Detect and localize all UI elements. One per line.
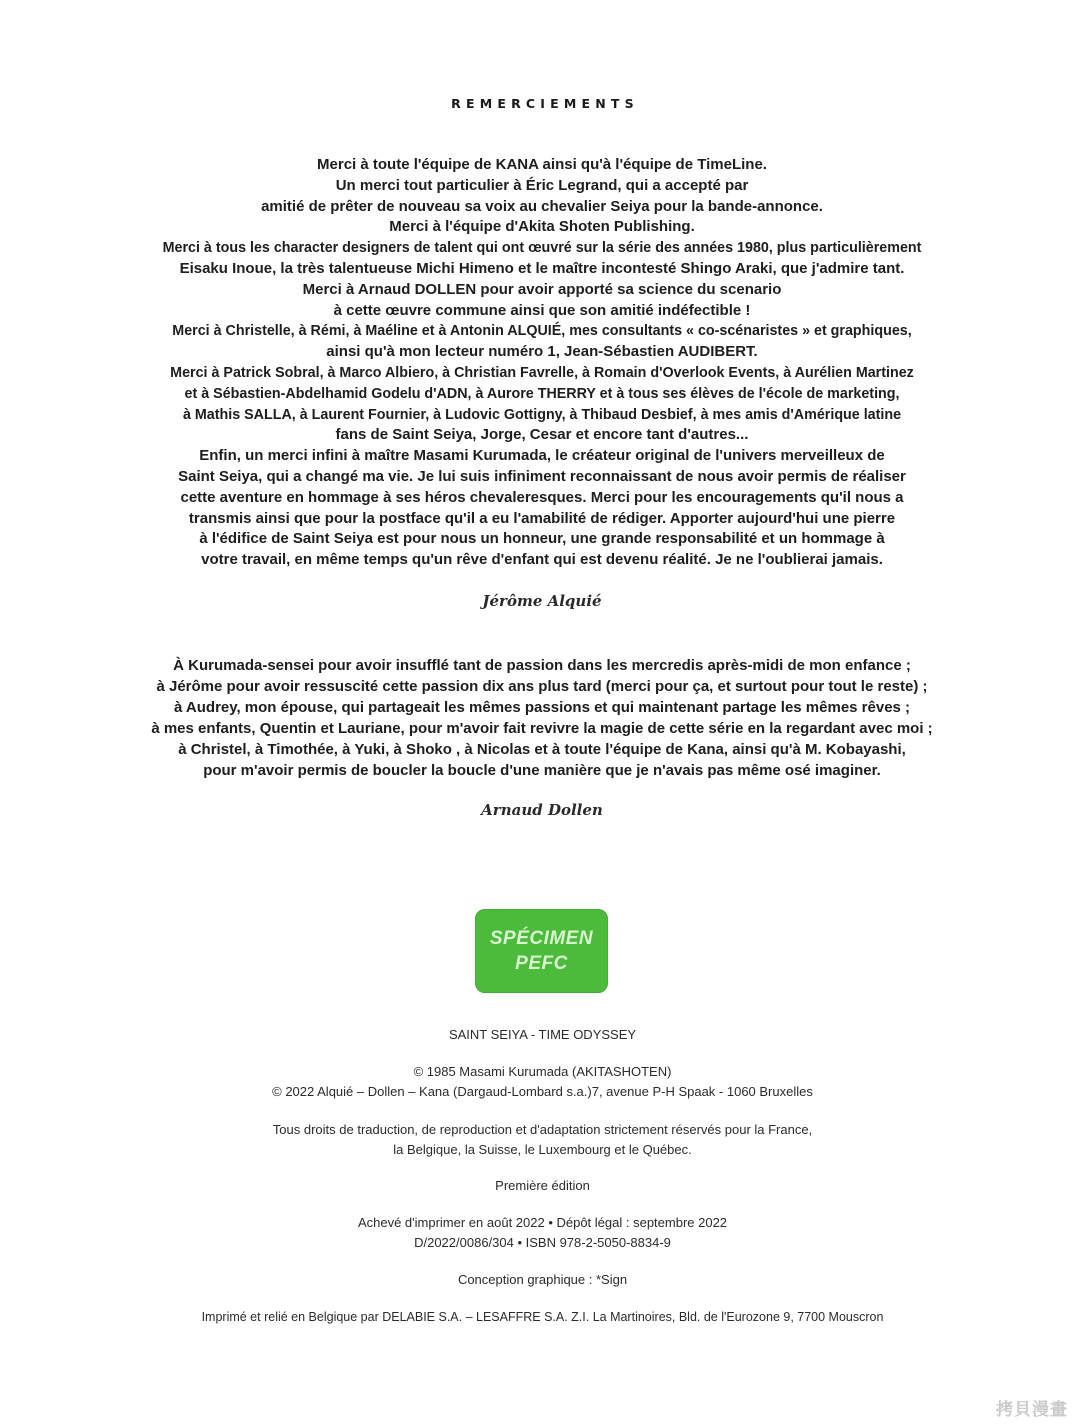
rights-line: la Belgique, la Suisse, le Luxembourg et le Québec. xyxy=(393,1141,692,1157)
text-line: Saint Seiya, qui a changé ma vie. Je lui suis infiniment reconnaissant de nous avoir permis de réaliser xyxy=(178,467,906,485)
copyright-line: © 1985 Masami Kurumada (AKITASHOTEN) xyxy=(413,1064,672,1079)
text-line: fans de Saint Seiya, Jorge, Cesar et encore tant d'autres... xyxy=(335,426,749,444)
text-line: Merci à Patrick Sobral, à Marco Albiero, à Christian Favrelle, à Romain d'Overlook Events, à Aurélien Martinez xyxy=(170,364,914,381)
site-watermark: 拷貝漫畫 xyxy=(996,1400,1068,1420)
badge-line-1: SPÉCIMEN xyxy=(489,928,594,949)
text-line: Un merci tout particulier à Éric Legrand, qui a accepté par xyxy=(335,176,749,194)
copyright-line: © 2022 Alquié – Dollen – Kana (Dargaud-Lombard s.a.)7, avenue P-H Spaak - 1060 Bruxelles xyxy=(272,1083,813,1099)
text-line: Eisaku Inoue, la très talentueuse Michi Himeno et le maître incontesté Shingo Araki, que j'admire tant. xyxy=(179,259,905,277)
text-line: votre travail, en même temps qu'un rêve d'enfant qui est devenu réalité. Je ne l'oublierai jamais. xyxy=(201,551,883,569)
rights-line: Tous droits de traduction, de reproduction et d'adaptation strictement réservés pour la France, xyxy=(272,1122,813,1137)
printing-line: Achevé d'imprimer en août 2022 • Dépôt légal : septembre 2022 xyxy=(357,1215,728,1230)
text-line: amitié de prêter de nouveau sa voix au chevalier Seiya pour la bande-annonce. xyxy=(261,197,823,215)
rights-block xyxy=(0,1120,1080,1159)
text-line: à Mathis SALLA, à Laurent Fournier, à Ludovic Gottigny, à Thibaud Desbief, à mes amis d'Amérique latine xyxy=(182,406,902,423)
printer-block xyxy=(0,1308,1080,1328)
text-line: À Kurumada-sensei pour avoir insufflé tant de passion dans les mercredis après-midi de mon enfance ; xyxy=(173,657,911,674)
copyright-block xyxy=(0,1062,1080,1101)
text-line: Merci à tous les character designers de talent qui ont œuvré sur la série des années 1980, plus particulièrement xyxy=(162,240,922,257)
text-line: Merci à Arnaud DOLLEN pour avoir apporté sa science du scenario xyxy=(302,280,782,298)
printer-line: Imprimé et relié en Belgique par DELABIE S.A. – LESAFFRE S.A. Z.I. La Martinoires, Bld. de l'Eurozone 9, 7700 Mouscron xyxy=(201,1310,884,1324)
text-line: et à Sébastien-Abdelhamid Godelu d'ADN, à Aurore THERRY et à tous ses élèves de l'école de marketing, xyxy=(184,385,900,402)
edition-block xyxy=(0,1176,1080,1196)
text-line: à cette œuvre commune ainsi que son amitié indéfectible ! xyxy=(333,301,751,319)
text-line: à Jérôme pour avoir ressuscité cette passion dix ans plus tard (merci pour ça, et surtout pour tout le reste) ; xyxy=(156,678,928,695)
thanks-jerome-paragraph xyxy=(120,155,964,571)
page-heading: REMERCIEMENTS xyxy=(451,96,639,111)
text-line: transmis ainsi que pour la postface qu'il a eu l'amabilité de rédiger. Apporter aujourd'hui une pierre xyxy=(188,509,896,527)
text-line: ainsi qu'à mon lecteur numéro 1, Jean-Sébastien AUDIBERT. xyxy=(326,343,758,361)
text-line: à Audrey, mon épouse, qui partageait les mêmes passions et qui maintenant partage les mêmes rêves ; xyxy=(173,699,911,716)
series-title xyxy=(0,1025,1080,1045)
isbn-line: D/2022/0086/304 • ISBN 978-2-5050-8834-9 xyxy=(414,1234,671,1250)
pefc-specimen-badge xyxy=(475,909,608,993)
thanks-arnaud-paragraph xyxy=(120,655,964,781)
text-line: Merci à l'équipe d'Akita Shoten Publishing. xyxy=(389,218,695,236)
text-line: Enfin, un merci infini à maître Masami Kurumada, le créateur original de l'univers merveilleux de xyxy=(199,447,885,465)
text-line: Merci à toute l'équipe de KANA ainsi qu'à l'équipe de TimeLine. xyxy=(317,156,767,173)
signature-jerome: Jérôme Alquié xyxy=(482,592,602,610)
signature-arnaud: Arnaud Dollen xyxy=(481,801,603,819)
text-line: cette aventure en hommage à ses héros chevaleresques. Merci pour les encouragements qu'il nous a xyxy=(180,488,904,506)
series-name: SAINT SEIYA - TIME ODYSSEY xyxy=(448,1027,637,1042)
text-line: à l'édifice de Saint Seiya est pour nous un honneur, une grande responsabilité et un hommage à xyxy=(199,530,885,548)
edition-line: Première édition xyxy=(495,1178,590,1193)
printing-block xyxy=(0,1213,1080,1252)
text-line: Merci à Christelle, à Rémi, à Maéline et à Antonin ALQUIÉ, mes consultants « co-scénaristes » et graphiques, xyxy=(172,323,912,340)
design-block xyxy=(0,1270,1080,1290)
badge-line-2: PEFC xyxy=(515,953,568,974)
text-line: pour m'avoir permis de boucler la boucle d'une manière que je n'avais pas même osé imaginer. xyxy=(203,762,881,779)
text-line: à Christel, à Timothée, à Yuki, à Shoko , à Nicolas et à toute l'équipe de Kana, ainsi qu'à M. Kobayashi, xyxy=(178,741,906,758)
text-line: à mes enfants, Quentin et Lauriane, pour m'avoir fait revivre la magie de cette série en la regardant avec moi ; xyxy=(151,720,933,737)
design-line: Conception graphique : *Sign xyxy=(457,1272,628,1287)
